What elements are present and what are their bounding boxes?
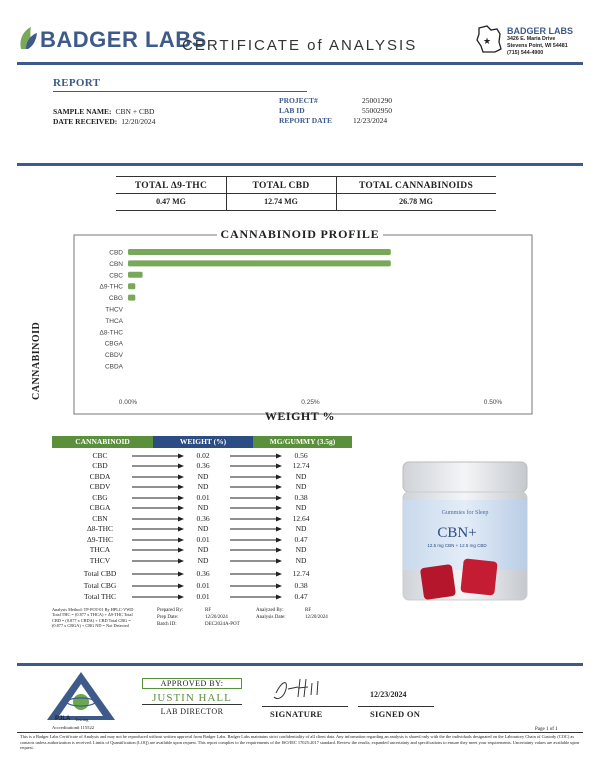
signed-on-line <box>358 706 434 707</box>
table-row-weight: ND <box>197 482 209 491</box>
chart-category-label: THCV <box>105 306 123 314</box>
date-received-value: 12/20/2024 <box>121 117 156 126</box>
lab-id-label: LAB ID <box>279 106 305 115</box>
chart-x-tick-label: 0.50% <box>483 399 503 406</box>
footer-rule <box>17 732 583 733</box>
row-arrow-icon <box>230 571 282 577</box>
table-row-mg: ND <box>295 471 307 481</box>
table-row-mg: ND <box>295 555 307 565</box>
total-cbd-header: TOTAL CBD <box>252 181 310 191</box>
table-row-weight: 0.02 <box>196 450 210 460</box>
total-cannabinoids-header: TOTAL CANNABINOIDS <box>358 181 474 191</box>
product-jar-image <box>395 460 535 605</box>
chart-category-label: THCA <box>105 317 123 325</box>
address-line-3: (715) 544-4900 <box>507 50 544 56</box>
table-row-mg: 0.47 <box>294 534 308 544</box>
table-row-mg: 0.56 <box>294 450 308 460</box>
table-row-mg: ND <box>295 503 307 512</box>
table-row-weight: ND <box>197 471 209 481</box>
row-arrow-icon <box>132 474 184 480</box>
accreditation-number: Accreditation# 115522 <box>52 725 95 730</box>
chart-category-label: CBDA <box>104 363 123 371</box>
product-label-big: CBN+ <box>437 525 477 541</box>
prep-date-value: 12/20/2024 <box>205 615 228 620</box>
table-row-cannabinoid: Δ8-THC <box>86 524 114 533</box>
chart-bar <box>128 249 391 255</box>
prepared-by-label: Prepared By: <box>157 608 184 613</box>
table-row-cannabinoid: CBDA <box>89 471 111 481</box>
project-label: PROJECT# <box>279 96 318 105</box>
table-row-cannabinoid: CBN <box>92 513 108 523</box>
chart-category-label: Δ8-THC <box>99 329 123 337</box>
table-header-weight: WEIGHT (%) <box>153 436 253 448</box>
address-lab-name: BADGER LABS <box>507 26 574 36</box>
section-divider-bottom <box>17 663 583 666</box>
page-number: Page 1 of 1 <box>535 727 558 732</box>
sample-name-value: CBN + CBD <box>115 107 155 116</box>
table-row-mg: 12.74 <box>292 569 310 578</box>
handwritten-signature-icon <box>268 675 336 705</box>
chart-title-wrap <box>0 227 600 242</box>
table-header-cannabinoid: CANNABINOID <box>52 436 153 448</box>
table-row-cannabinoid: Total CBG <box>83 580 117 590</box>
chart-title: CANNABINOID PROFILE <box>217 227 384 241</box>
table-row-mg: 0.38 <box>294 580 308 590</box>
table-row-mg: ND <box>295 524 307 533</box>
report-date-label: REPORT DATE <box>279 116 333 125</box>
table-row-weight: 0.01 <box>196 592 210 601</box>
total-cbd-value: 12.74 MG <box>264 197 298 206</box>
row-arrow-icon <box>132 558 184 564</box>
product-label-small: Gummies for Sleep <box>441 510 489 516</box>
table-row-weight: ND <box>197 555 209 565</box>
total-cannabinoids-value: 26.78 MG <box>399 197 433 206</box>
row-arrow-icon <box>132 516 184 522</box>
row-arrow-icon <box>230 453 282 459</box>
page-title: CERTIFICATE of ANALYSIS <box>182 37 418 54</box>
row-arrow-icon <box>132 537 184 543</box>
row-arrow-icon <box>230 495 282 501</box>
batch-id-label: Batch ID: <box>157 622 177 627</box>
sample-name-label: SAMPLE NAME: <box>53 107 112 116</box>
chart-category-label: CBG <box>108 295 123 303</box>
row-arrow-icon <box>230 594 282 600</box>
table-row-cannabinoid: Total THC <box>83 592 117 601</box>
row-arrow-icon <box>132 571 184 577</box>
table-row-mg: 0.38 <box>294 492 308 502</box>
table-row-weight: ND <box>197 524 209 533</box>
table-row-cannabinoid: Total CBD <box>83 569 117 578</box>
table-row-cannabinoid: CBD <box>92 461 108 470</box>
table-row-cannabinoid: CBG <box>92 492 108 502</box>
row-arrow-icon <box>230 547 282 553</box>
table-row-weight: 0.01 <box>196 534 210 544</box>
analysis-method-note: Analysis Method: TP-POT-01 By HPLC-VWD Total THC = (0.877 x THCA) + Δ9-THC Total CBD = (0.877 x CBDA) + CBD Total CBG = (0.877 x CBGA) + CBG ND = Not Detected <box>52 607 134 629</box>
signed-date: 12/23/2024 <box>370 690 407 699</box>
table-row-mg: ND <box>295 482 307 491</box>
table-row-mg: 0.47 <box>294 592 308 601</box>
analysis-date-label: Analysis Date: <box>256 615 286 620</box>
signed-on-label: SIGNED ON <box>370 709 421 719</box>
table-row-weight: 0.36 <box>196 461 210 470</box>
chart-bar <box>128 295 135 301</box>
signature-line <box>262 706 348 707</box>
director-name: JUSTIN HALL <box>142 692 242 705</box>
pjla-label: PJLA <box>55 716 71 722</box>
chart-category-label: Δ9-THC <box>99 283 123 291</box>
table-row-cannabinoid: CBC <box>92 450 108 460</box>
row-arrow-icon <box>132 547 184 553</box>
address-line-2: Stevens Point, WI 54481 <box>507 43 568 49</box>
row-arrow-icon <box>132 505 184 511</box>
chart-bar <box>128 283 135 289</box>
analysis-date-value: 12/20/2024 <box>305 615 328 620</box>
chart-bar <box>128 272 143 278</box>
prepared-by-value: RF <box>205 608 212 613</box>
table-row-mg: 12.64 <box>292 513 310 523</box>
row-arrow-icon <box>230 558 282 564</box>
row-arrow-icon <box>230 463 282 469</box>
report-heading: REPORT <box>53 77 101 89</box>
director-role: LAB DIRECTOR <box>160 707 224 716</box>
address-line-1: 3426 E. Maria Drive <box>507 36 556 42</box>
table-row-mg: 12.74 <box>292 461 310 470</box>
chart-category-label: CBGA <box>104 340 123 348</box>
gummy-2 <box>460 558 497 595</box>
batch-id-value: DEC2024A-POT <box>205 622 240 627</box>
product-label-detail: 12.5 mg CBN + 12.5 mg CBD <box>427 543 487 548</box>
table-row-weight: 0.36 <box>196 569 210 578</box>
table-row-cannabinoid: CBGA <box>89 503 111 512</box>
table-row-weight: 0.36 <box>196 513 210 523</box>
row-arrow-icon <box>132 484 184 490</box>
chart-category-label: CBDV <box>104 352 123 360</box>
report-date-value: 12/23/2024 <box>353 116 388 125</box>
table-row-cannabinoid: CBDV <box>89 482 111 491</box>
signature-label: SIGNATURE <box>270 709 323 719</box>
chart-category-label: CBN <box>109 260 123 268</box>
logo-text: BADGER LABS <box>40 27 207 52</box>
row-arrow-icon <box>132 453 184 459</box>
chart-category-label: CBC <box>109 272 123 280</box>
table-row-weight: 0.01 <box>196 492 210 502</box>
row-arrow-icon <box>132 463 184 469</box>
table-header-mg: MG/GUMMY (3.5g) <box>253 436 352 448</box>
pjla-sub-label: Testing <box>75 717 89 722</box>
approved-by-label: APPROVED BY: <box>142 678 242 689</box>
row-arrow-icon <box>230 474 282 480</box>
table-row-weight: ND <box>197 503 209 512</box>
prep-date-label: Prep Date: <box>157 615 179 620</box>
gummy-1 <box>420 564 456 600</box>
row-arrow-icon <box>132 495 184 501</box>
chart-x-tick-label: 0.00% <box>118 399 138 406</box>
table-row-weight: 0.01 <box>196 580 210 590</box>
row-arrow-icon <box>230 484 282 490</box>
legal-disclaimer: This is a Badger Labs Certificate of Analysis and may not be reproduced without written approval from Badger Labs. Badger Labs maintains strict confidentiality of all client data. Any information regarding an analysis is shared only with the the individuals designated on the Laboratory Chain of Custody (COC) as contacts unless authorization is received. Limits of Quantification (LOQ) are available upon request. This report complies to the requirements of the ISO/IEC 17025:2017 standard. Review the results, expanded uncertainty and specifications to ensure they meet your requirements. Uncertainty values are available upon request. <box>20 734 580 751</box>
row-arrow-icon <box>132 594 184 600</box>
chart-x-axis-label: WEIGHT % <box>264 409 336 423</box>
table-row-cannabinoid: THCV <box>89 555 111 565</box>
total-d9thc-header: TOTAL Δ9-THC <box>134 181 208 191</box>
table-row-mg: ND <box>295 545 307 554</box>
row-arrow-icon <box>230 516 282 522</box>
project-value: 25001290 <box>362 96 392 105</box>
row-arrow-icon <box>230 526 282 532</box>
lab-id-value: 55002950 <box>362 106 392 115</box>
row-arrow-icon <box>230 583 282 589</box>
date-received-label: DATE RECEIVED: <box>53 117 118 126</box>
row-arrow-icon <box>230 505 282 511</box>
chart-bar <box>128 260 391 266</box>
table-row-weight: ND <box>197 545 209 554</box>
chart-category-label: CBD <box>109 249 123 257</box>
table-row-cannabinoid: Δ9-THC <box>86 534 114 544</box>
analyzed-by-label: Analyzed By: <box>256 608 284 613</box>
svg-text:★: ★ <box>483 37 492 47</box>
table-row-cannabinoid: THCA <box>89 545 111 554</box>
chart-y-axis-label: CANNABINOID <box>31 321 42 400</box>
chart-x-tick-label: 0.25% <box>301 399 320 406</box>
row-arrow-icon <box>230 537 282 543</box>
row-arrow-icon <box>132 526 184 532</box>
total-d9thc-value: 0.47 MG <box>156 197 186 206</box>
row-arrow-icon <box>132 583 184 589</box>
analyzed-by-value: RF <box>305 608 312 613</box>
